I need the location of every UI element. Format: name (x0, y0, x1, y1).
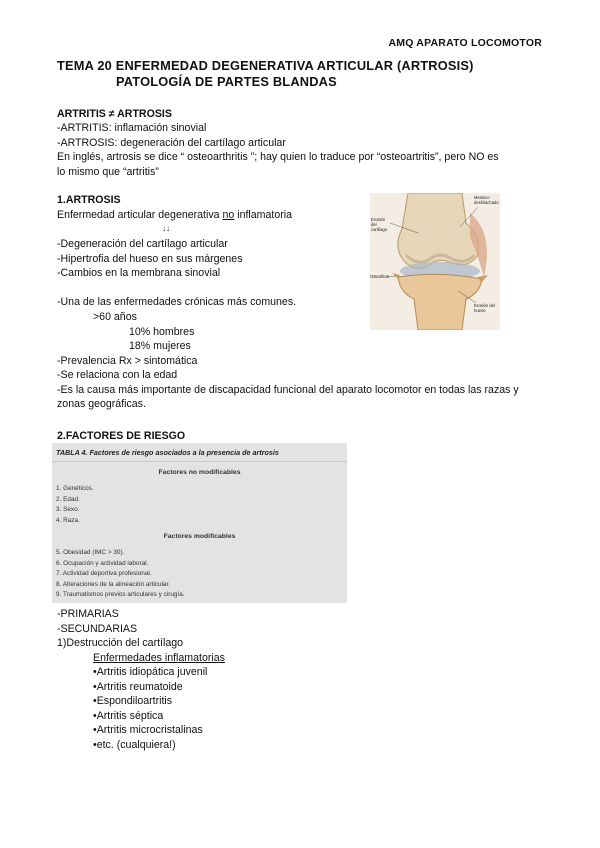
text-line: -Se relaciona con la edad (57, 369, 178, 381)
list-item: •etc. (cualquiera!) (93, 738, 176, 751)
text-line-men: 10% hombres (129, 325, 195, 338)
risk-factors-table (52, 443, 347, 603)
knee-osteoarthritis-figure (370, 193, 500, 330)
table-row: 3. Sexo. (56, 506, 80, 513)
text-line (57, 208, 292, 223)
table-row: 1. Genéticos. (56, 485, 94, 492)
list-item: •Artritis reumatoide (93, 680, 183, 693)
table-row: 2. Edad. (56, 495, 80, 503)
figure-label-bone-erosion: Erosión del hueso (474, 303, 495, 313)
text-line: lo mismo que “artritis” (57, 165, 159, 178)
list-item: •Artritis idiopática juvenil (93, 666, 208, 678)
table-header-non-modifiable: Factores no modificables (158, 469, 241, 476)
figure-label-osteophytes: Osteofitos (370, 274, 389, 279)
section-heading-artrosis: 1.ARTROSIS (57, 194, 121, 206)
list-item: •Artritis séptica (93, 709, 164, 722)
table-row: 8. Alteraciones de la alineación articular. (56, 580, 171, 588)
subheading-inflammatory: Enfermedades inflamatorias (93, 651, 225, 664)
list-item: -Degeneración del cartílago articular (57, 238, 228, 250)
table-row: 4. Raza. (56, 516, 80, 524)
text-line-women: 18% mujeres (129, 340, 191, 352)
text-line: -Una de las enfermedades crónicas más comunes. (57, 296, 297, 308)
intro-text: Enfermedad articular degenerativa (57, 209, 223, 221)
text-line: -Prevalencia Rx > sintomática (57, 354, 198, 367)
page-title: TEMA 20 ENFERMEDAD DEGENERATIVA ARTICULAR (ARTROSIS) (57, 58, 474, 73)
text-line-age: >60 años (93, 311, 137, 323)
text-line: En inglés, artrosis se dice “ osteoarthritis ”; hay quien lo traduce por “osteoartritis”, pero NO es (57, 151, 499, 163)
figure-label-meniscus: Menisco deshilachado (474, 195, 499, 205)
intro-text-end: inflamatoria (234, 209, 292, 221)
table-caption: TABLA 4. Factores de riesgo asociados a la presencia de artrosis (56, 448, 279, 457)
page-subtitle: PATOLOGÍA DE PARTES BLANDAS (116, 74, 337, 89)
text-line: -Es la causa más importante de discapacidad funcional del aparato locomotor en todas las razas y (57, 383, 519, 396)
text-line: -ARTROSIS: degeneración del cartílago articular (57, 136, 286, 149)
running-header: AMQ APARATO LOCOMOTOR (388, 37, 542, 49)
text-line: zonas geográficas. (57, 398, 146, 410)
table-row: 5. Obesidad (IMC > 30). (56, 549, 125, 556)
table-row: 9. Traumatismos previos articulares y cirugía. (56, 591, 185, 598)
table-header-modifiable: Factores modificables (163, 533, 236, 540)
list-item: •Espondiloartritis (93, 695, 173, 707)
list-item: -Hipertrofia del hueso en sus márgenes (57, 252, 243, 265)
text-line: 1)Destrucción del cartílago (57, 637, 184, 649)
list-item: -Cambios en la membrana sinovial (57, 267, 221, 279)
figure-label-cartilage-erosion: Erosión del cartílago (371, 217, 388, 232)
section-heading-artritis-artrosis: ARTRITIS ≠ ARTROSIS (57, 108, 172, 120)
text-line: -ARTRITIS: inflamación sinovial (57, 122, 207, 134)
list-item: •Artritis microcristalinas (93, 724, 203, 736)
intro-no-underlined: no (222, 209, 235, 221)
down-arrow-icon: ↓↓ (162, 224, 170, 233)
text-line: -SECUNDARIAS (57, 622, 138, 635)
table-divider (52, 461, 347, 462)
table-row: 6. Ocupación y actividad laboral. (56, 559, 149, 567)
text-line: -PRIMARIAS (57, 608, 119, 620)
table-row: 7. Actividad deportiva profesional. (56, 570, 152, 577)
section-heading-factores: 2.FACTORES DE RIESGO (57, 430, 186, 442)
